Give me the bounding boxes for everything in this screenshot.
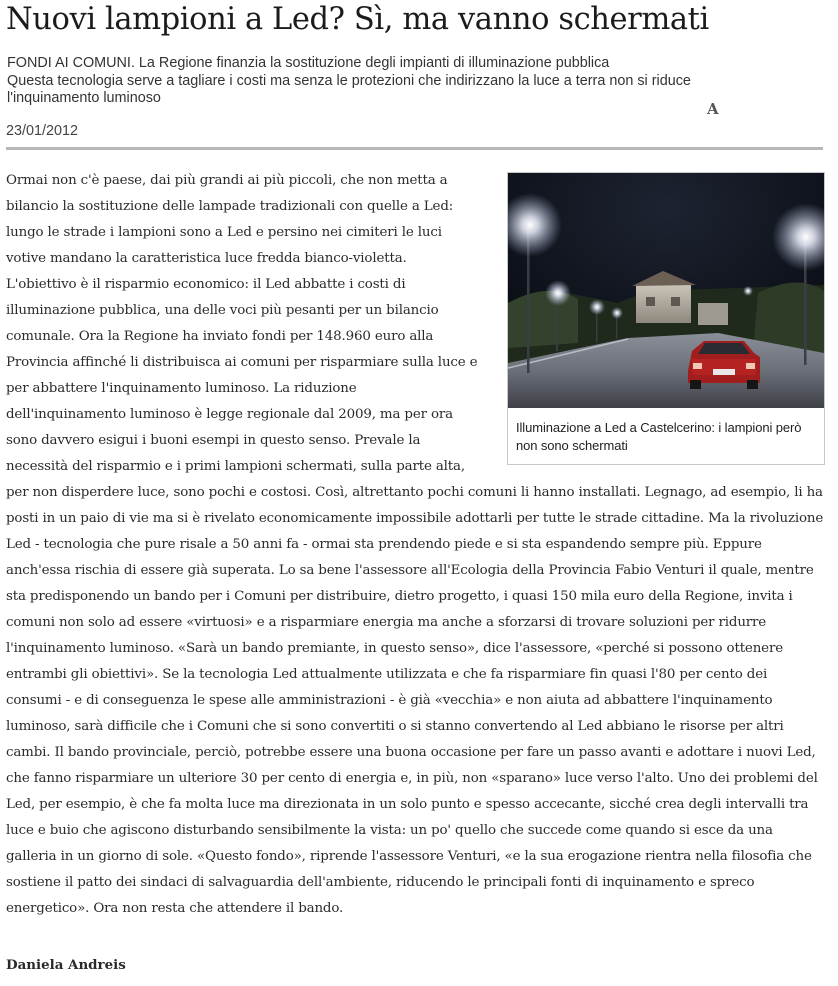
article-body bbox=[6, 168, 825, 922]
article-title: Nuovi lampioni a Led? Sì, ma vanno schermati bbox=[6, 2, 709, 37]
photo-caption: Illuminazione a Led a Castelcerino: i lampioni però non sono schermati bbox=[516, 420, 802, 453]
article-text: Ormai non c'è paese, dai più grandi ai più piccoli, che non metta a bilancio la sostituzione delle lampade tradizionali con quelle a Led: lungo le strade i lampioni sono a Led e persino nei cimiteri le luci votive mandano la caratteristica luce fredda bianco-violetta. L'obiettivo è il risparmio economico: il Led abbatte i costi di illuminazione pubblica, una delle voci più pesanti per un bilancio comunale. Ora la Regione ha inviato fondi per 148.960 euro alla Provincia affinché li distribuisca ai comuni per risparmiare sulla luce e per abbattere l'inquinamento luminoso. La riduzione dell'inquinamento luminoso è legge regionale dal 2009, ma per ora sono davvero esigui i buoni esempi in questo senso. Prevale la necessità del risparmio e i primi lampioni schermati, sulla parte alta, per non disperdere luce, sono pochi e costosi. Così, altrettanto pochi comuni li hanno installati. Legnago, ad esempio, li ha posti in un paio di vie ma si è rivelato economicamente impossibile adottarli per tutte le strade cittadine. Ma la rivoluzione Led - tecnologia che pure risale a 50 anni fa - ormai sta prendendo piede e si sta espandendo sempre più. Eppure anch'essa rischia di essere già superata. Lo sa bene l'assessore all'Ecologia della Provincia Fabio Venturi il quale, mentre sta predisponendo un bando per i Comuni per distribuire, dietro progetto, i quasi 150 mila euro della Regione, invita i comuni non solo ad essere «virtuosi» e a risparmiare energia ma anche a sforzarsi di trovare soluzioni per ridurre l'inquinamento luminoso. «Sarà un bando premiante, in questo senso», dice l'assessore, «perché si possono ottenere entrambi gli obiettivi». Se la tecnologia Led attualmente utilizzata e che fa risparmiare fin quasi l'80 per cento dei consumi - e di conseguenza le spese alle amministrazioni - è già «vecchia» e non aiuta ad abbattere l'inquinamento luminoso, sarà difficile che i Comuni che si sono convertiti o si stanno convertendo al Led abbiano le risorse per altri cambi. Il bando provinciale, perciò, potrebbe essere una buona occasione per fare un passo avanti e adottare i nuovi Led, che fanno risparmiare un ulteriore 30 per cento di energia e, in più, non «sparano» luce verso l'alto. Uno dei problemi del Led, per esempio, è che fa molta luce ma direzionata in un solo punto e spesso accecante, sicché crea degli intervalli tra luce e buio che agiscono disturbando sensibilmente la vista: un po' quello che succede come quando si esce da una galleria in un giorno di sole. «Questo fondo», riprende l'assessore Venturi, «e la sua erogazione rientra nella filosofia che sostiene il patto dei sindaci di salvaguardia dell'ambiente, riducendo le principali fonti di inquinamento e spreco energetico». Ora non resta che attendere il bando. bbox=[6, 173, 824, 916]
subtitle-summary: Questa tecnologia serve a tagliare i costi ma senza le protezioni che indirizzano la luce a terra non si riduce l'inquinamento luminoso bbox=[7, 72, 691, 106]
article-subtitle bbox=[7, 55, 767, 108]
article-figure bbox=[507, 172, 825, 465]
header-divider bbox=[6, 147, 823, 150]
article-photo[interactable] bbox=[508, 173, 824, 408]
article-date: 23/01/2012 bbox=[6, 123, 79, 139]
article-byline: Daniela Andreis bbox=[6, 957, 126, 973]
subtitle-kicker: FONDI AI COMUNI. La Regione finanzia la sostituzione degli impianti di illuminazione pubblica bbox=[7, 55, 610, 71]
font-size-icon[interactable]: A bbox=[707, 100, 719, 118]
